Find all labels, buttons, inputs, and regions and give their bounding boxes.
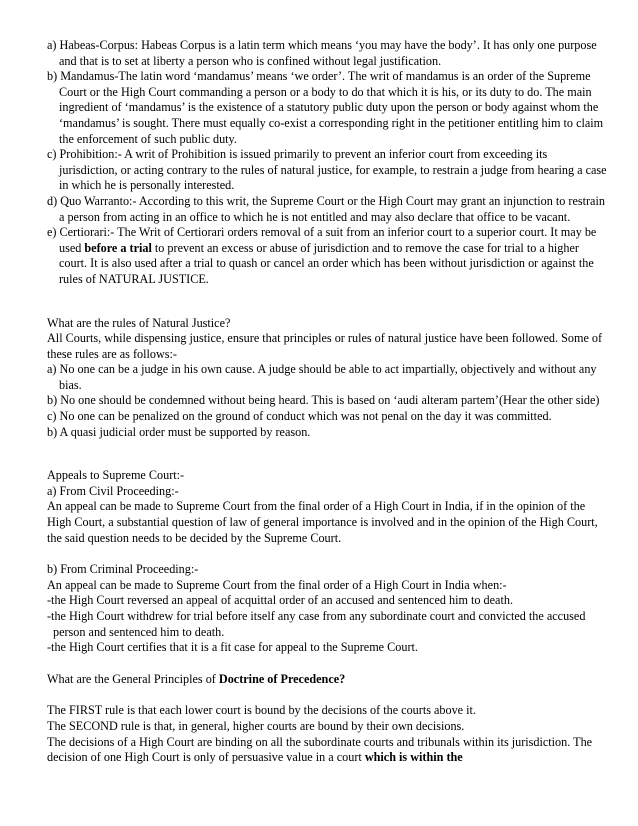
precedence-heading-bold: Doctrine of Precedence? xyxy=(218,671,346,686)
precedence-high-court-bold: which is within the xyxy=(364,750,463,765)
precedence-high-court-pre: The decisions of a High Court are binding on all the subordinate courts and tribunals within its jurisdiction. The decision of one High Court is only of persuasive value in a court xyxy=(47,734,593,765)
natural-justice-intro: All Courts, while dispensing justice, ensure that principles or rules of natural justice have been followed. Some of these rules are as follows:- xyxy=(47,331,603,361)
precedence-second-rule: The SECOND rule is that, in general, higher courts are bound by their own decisions. xyxy=(47,718,465,733)
precedence-first-rule: The FIRST rule is that each lower court is bound by the decisions of the courts above it. xyxy=(47,703,476,718)
precedence-high-court xyxy=(47,735,607,766)
natural-justice-heading: What are the rules of Natural Justice? xyxy=(47,315,231,330)
precedence-heading-pre: What are the General Principles of xyxy=(47,671,219,686)
natural-justice-rule: c) No one can be penalized on the ground of conduct which was not penal on the day it was committed. xyxy=(47,409,552,424)
document-page xyxy=(47,38,607,766)
certiorari-text-post: to prevent an excess or abuse of jurisdiction and to remove the case for trial to a higher court. It is also used after a trial to quash or cancel an order which has been without jurisdiction or against the rules of NATURAL JUSTICE. xyxy=(59,240,594,286)
writ-quo-warranto: d) Quo Warranto:- According to this writ, the Supreme Court or the High Court may grant an injunction to restrain a person from acting in an office to which he is not entitled and may also declare that office to be vacant. xyxy=(47,193,605,224)
criminal-item: -the High Court reversed an appeal of acquittal order of an accused and sentenced him to death. xyxy=(47,593,513,608)
writs-section xyxy=(47,38,607,288)
appeals-heading: Appeals to Supreme Court:- xyxy=(47,468,185,483)
appeals-section xyxy=(47,468,607,656)
criminal-intro: An appeal can be made to Supreme Court from the final order of a High Court in India when:- xyxy=(47,577,507,592)
natural-justice-rule: a) No one can be a judge in his own cause. A judge should be able to act impartially, objectively and without any bias. xyxy=(47,362,597,392)
precedence-heading xyxy=(47,672,607,688)
civil-text: An appeal can be made to Supreme Court from the final order of a High Court in India, if in the opinion of the High Court, a substantial question of law of general importance is involved and in the opinion of the High Court, the said question needs to be decided by the Supreme Court. xyxy=(47,499,598,545)
writ-habeas-corpus: a) Habeas-Corpus: Habeas Corpus is a latin term which means ‘you may have the body’. It has only one purpose and that is to set at liberty a person who is confined without legal justification. xyxy=(47,38,597,68)
precedence-section xyxy=(47,672,607,766)
natural-justice-rule: b) No one should be condemned without being heard. This is based on ‘audi alteram partem’(Hear the other side) xyxy=(47,393,600,408)
criminal-heading: b) From Criminal Proceeding:- xyxy=(47,562,199,577)
civil-heading: a) From Civil Proceeding:- xyxy=(47,483,179,498)
criminal-item: -the High Court withdrew for trial before itself any case from any subordinate court and convicted the accused person and sentenced him to death. xyxy=(47,609,586,639)
certiorari-text-pre: e) Certiorari:- The Writ of Certiorari orders removal of a suit from an inferior court to a superior court. It may be used xyxy=(47,225,597,255)
natural-justice-section xyxy=(47,316,607,441)
writ-certiorari xyxy=(47,225,607,287)
criminal-item: -the High Court certifies that it is a fit case for appeal to the Supreme Court. xyxy=(47,640,418,655)
certiorari-bold: before a trial xyxy=(84,240,152,255)
natural-justice-rule: b) A quasi judicial order must be supported by reason. xyxy=(47,424,311,439)
writ-prohibition: c) Prohibition:- A writ of Prohibition is issued primarily to prevent an inferior court from exceeding its jurisdiction, or acting contrary to the rules of natural justice, for example, to restrain a judge from hearing a case in which he is personally interested. xyxy=(47,147,607,193)
writ-mandamus: b) Mandamus-The latin word ‘mandamus’ means ‘we order’. The writ of mandamus is an order of the Supreme Court or the High Court commanding a person or a body to do that which it is his, or its duty to do. The main ingredient of ‘mandamus’ is the existence of a statutory public duty upon the person or body against whom the ‘mandamus’ is sought. There must equally co-exist a corresponding right in the petitioner entitling him to claim the enforcement of such public duty. xyxy=(47,69,604,146)
